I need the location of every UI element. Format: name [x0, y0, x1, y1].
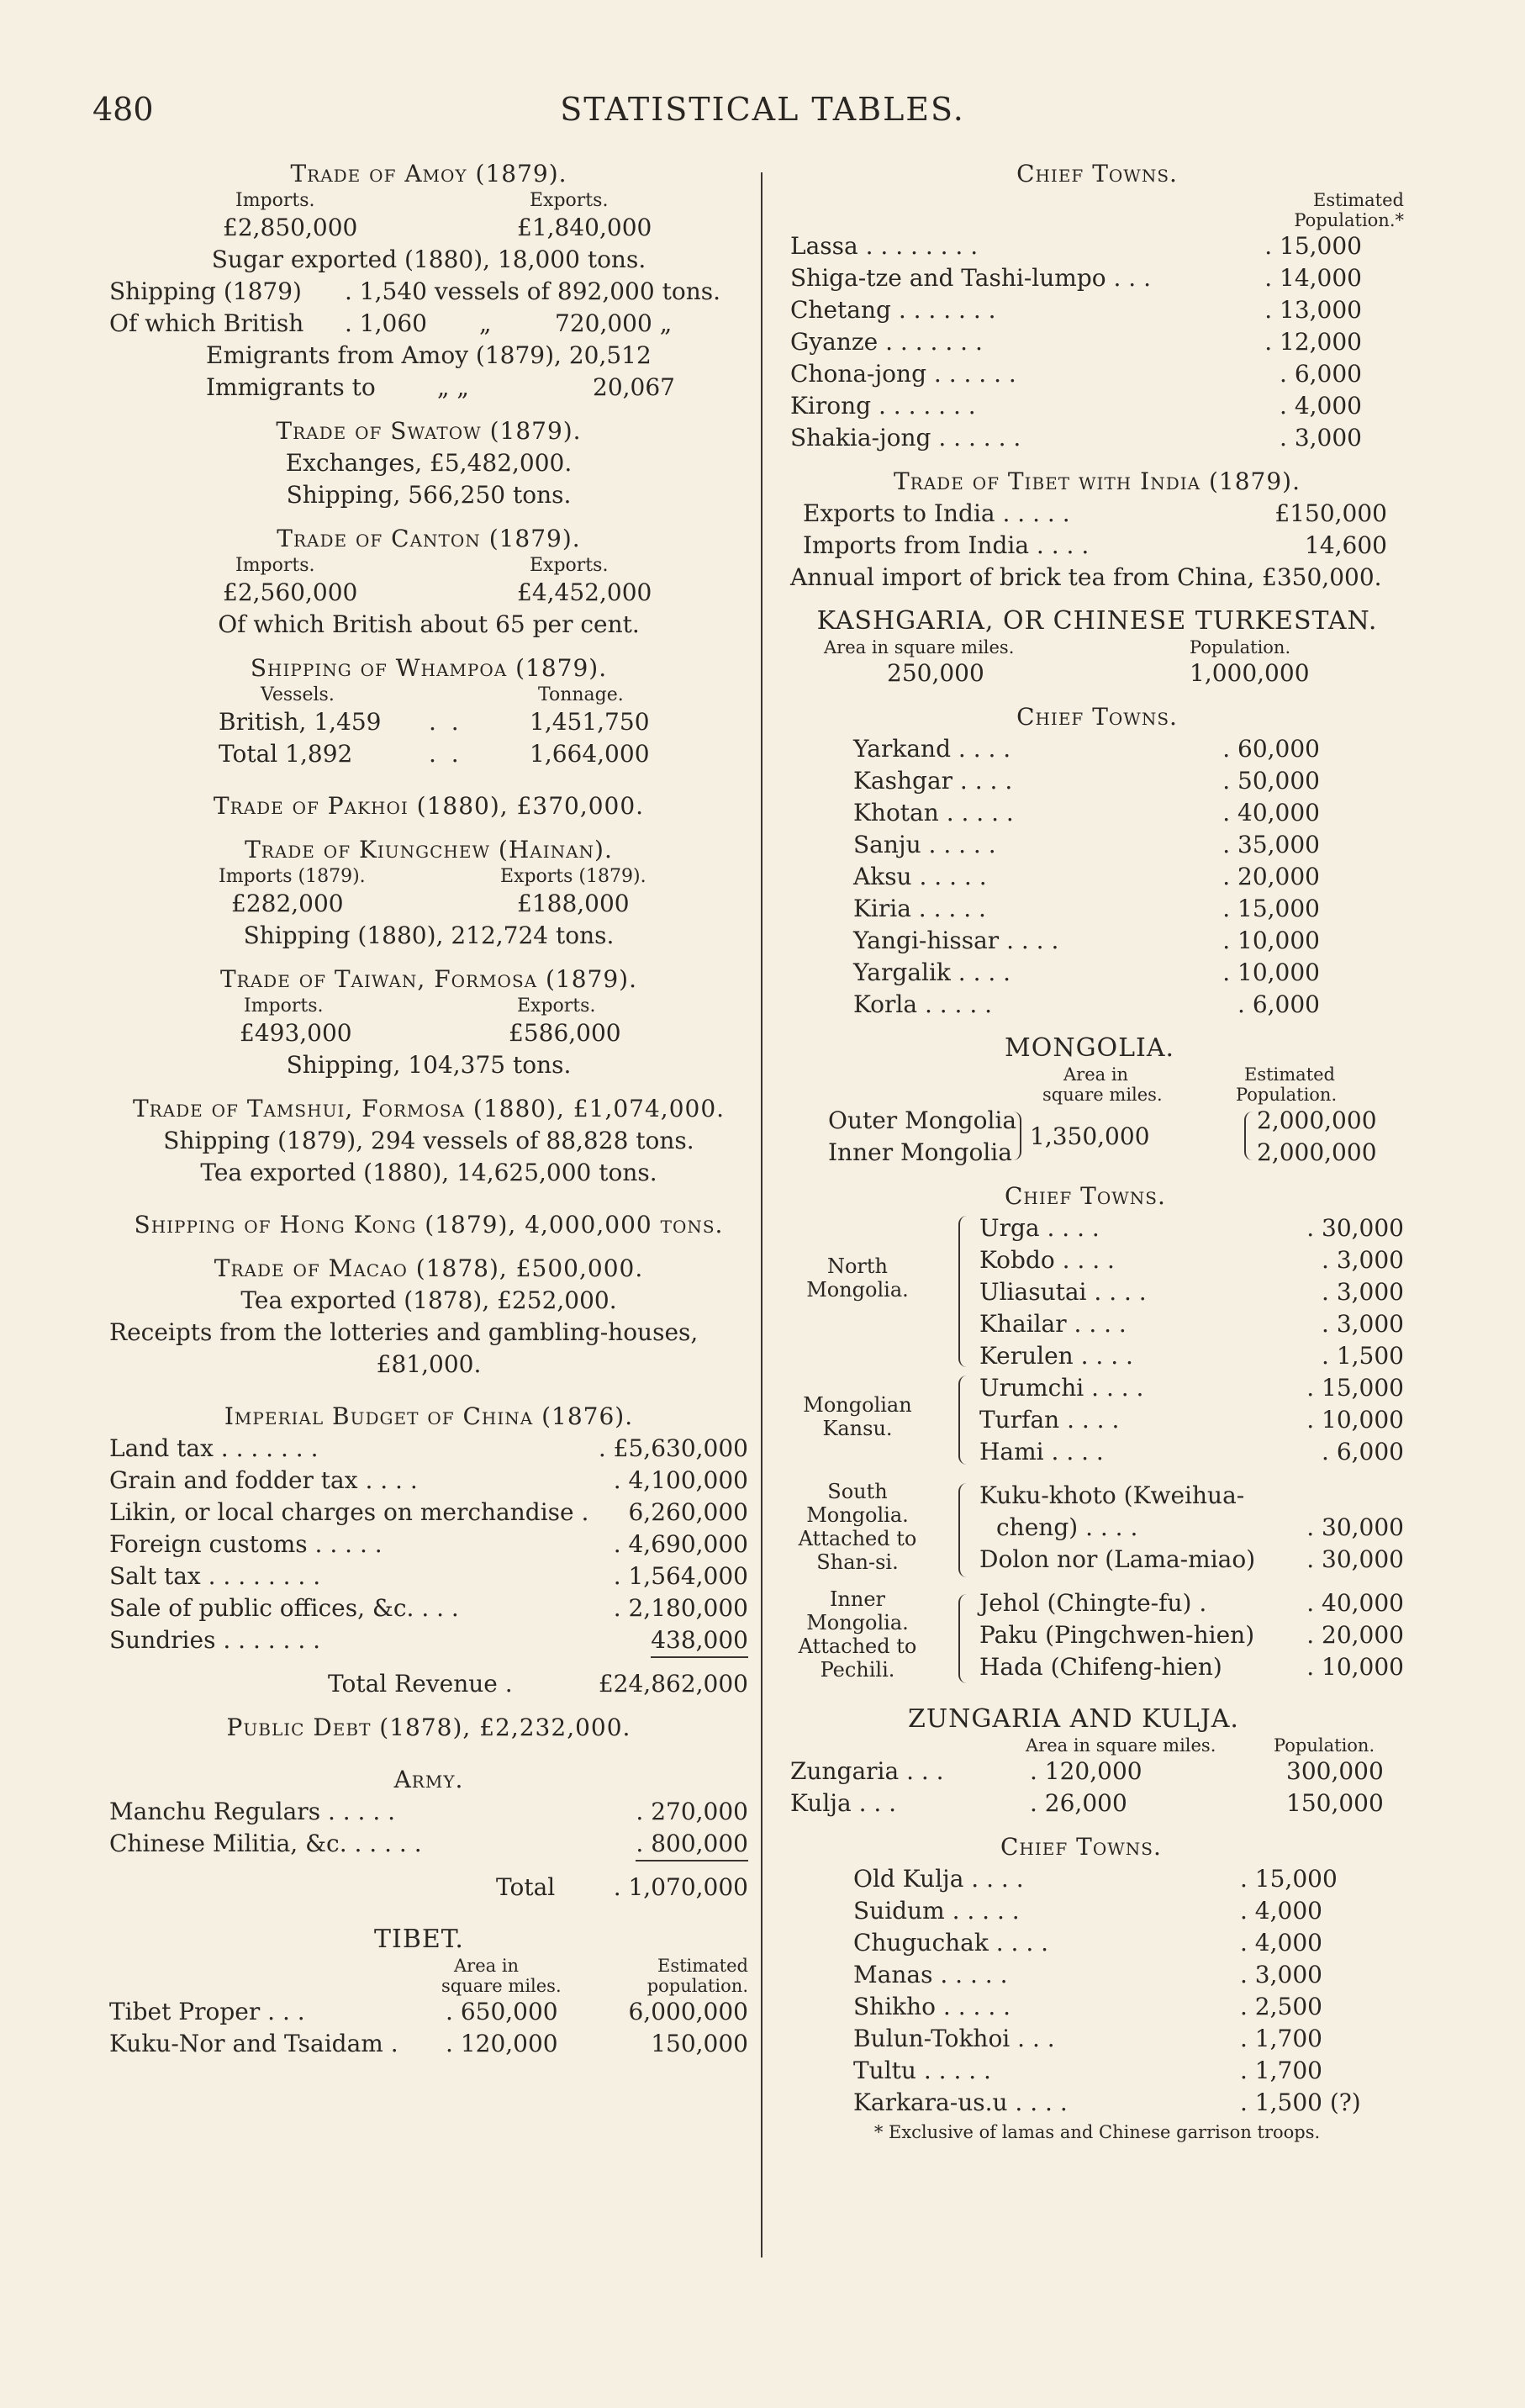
- budget-row: Likin, or local charges on merchandise . 6,260,000: [109, 1498, 748, 1526]
- zungaria-labels: Area in square miles. Population.: [1026, 1735, 1375, 1756]
- whampoa-row: British, 1,459 . . 1,451,750: [219, 708, 650, 736]
- zungaria-town-row: Bulun-Tokhoi . . . . 1,700: [853, 2025, 1322, 2052]
- amoy-values: £2,850,000 £1,840,000: [223, 214, 652, 241]
- north-town-row: Uliasutai . . . . . 3,000: [979, 1278, 1404, 1306]
- swatow-title: Trade of Swatow (1879).: [276, 417, 582, 445]
- tibet-row: Kuku-Nor and Tsaidam . . 120,000 150,000: [109, 2030, 748, 2057]
- army-row: Manchu Regulars . . . . . . 270,000: [109, 1798, 748, 1825]
- south-mongolia-label: South Mongolia. Attached to Shan-si.: [798, 1480, 917, 1574]
- macao-receipts-value: £81,000.: [376, 1350, 482, 1378]
- tibet-town-row: Gyanze . . . . . . . . 12,000: [790, 328, 1362, 356]
- army-total: Total . 1,070,000: [496, 1873, 748, 1901]
- whampoa-row: Total 1,892 . . 1,664,000: [219, 740, 650, 768]
- zungaria-towns-title: Chief Towns.: [1000, 1833, 1162, 1861]
- budget-row: Land tax . . . . . . . . £5,630,000: [109, 1434, 748, 1462]
- kansu-group: [790, 1372, 1404, 1471]
- zungaria-row: Zungaria . . . . 120,000 300,000: [790, 1757, 1384, 1785]
- kashgaria-values: 250,000 1,000,000: [887, 659, 1310, 687]
- budget-row: Salt tax . . . . . . . . . 1,564,000: [109, 1562, 748, 1590]
- zungaria-town-row: Shikho . . . . . . 2,500: [853, 1993, 1322, 2020]
- running-title: STATISTICAL TABLES.: [560, 91, 965, 128]
- kiungchew-title: Trade of Kiungchew (Hainan).: [245, 836, 613, 863]
- kashgaria-town-row: Korla . . . . . . 6,000: [853, 990, 1320, 1018]
- kansu-town-row: Hami . . . . . 6,000: [979, 1438, 1404, 1465]
- amoy-british: Of which British . 1,060 „ 720,000 „: [109, 309, 673, 337]
- inner-town-row: Jehol (Chingte-fu) . . 40,000: [979, 1589, 1404, 1617]
- inner-town-row: Hada (Chifeng-hien) . 10,000: [979, 1653, 1404, 1681]
- tibet-town-row: Kirong . . . . . . . . 4,000: [790, 392, 1362, 420]
- army-title: Army.: [393, 1766, 464, 1793]
- hongkong-title: Shipping of Hong Kong (1879), 4,000,000 tons.: [134, 1211, 724, 1238]
- right-column: [790, 158, 1404, 2142]
- whampoa-labels: Vessels. Tonnage.: [261, 684, 624, 705]
- kashgaria-town-row: Khotan . . . . . . 40,000: [853, 799, 1320, 826]
- tibet-towns-labels: Estimated: [1312, 190, 1404, 210]
- column-divider: [761, 172, 762, 2258]
- macao-title: Trade of Macao (1878), £500,000.: [214, 1254, 644, 1282]
- tibet-labels: Area in Estimated: [454, 1956, 748, 1976]
- tibet-town-row: Chona-jong . . . . . . . 6,000: [790, 360, 1362, 388]
- mongolia-areas: Outer Mongolia Inner Mongolia 1,350,000 2,000,000 2,000,000: [828, 1106, 1377, 1166]
- canton-labels: Imports. Exports.: [235, 555, 609, 576]
- macao-receipts: Receipts from the lotteries and gambling-houses,: [109, 1318, 699, 1346]
- tibet-town-row: Chetang . . . . . . . . 13,000: [790, 296, 1362, 324]
- amoy-shipping: Shipping (1879) . 1,540 vessels of 892,000 tons.: [109, 277, 721, 305]
- kashgaria-town-row: Yarkand . . . . . 60,000: [853, 735, 1320, 763]
- budget-total: Total Revenue . £24,862,000: [328, 1670, 748, 1698]
- army-row: Chinese Militia, &c. . . . . . . 800,000: [109, 1828, 748, 1860]
- canton-title: Trade of Canton (1879).: [277, 525, 581, 552]
- swatow-shipping: Shipping, 566,250 tons.: [286, 481, 572, 509]
- kashgaria-town-row: Yangi-hissar . . . . . 10,000: [853, 927, 1320, 954]
- north-mongolia-group: [790, 1212, 1404, 1372]
- tibet-india-row: Imports from India . . . . 14,600: [803, 531, 1387, 559]
- taiwan-labels: Imports. Exports.: [244, 995, 596, 1017]
- inner-town-row: Paku (Pingchwen-hien) . 20,000: [979, 1621, 1404, 1649]
- tibet-india-row: Exports to India . . . . . £150,000: [803, 499, 1387, 527]
- taiwan-shipping: Shipping, 104,375 tons.: [286, 1051, 572, 1079]
- north-town-row: Kobdo . . . . . 3,000: [979, 1246, 1404, 1274]
- pakhoi-title: Trade of Pakhoi (1880), £370,000.: [213, 792, 645, 820]
- inner-mongolia-label: Inner Mongolia. Attached to Pechili.: [798, 1587, 917, 1682]
- zungaria-town-row: Manas . . . . . . 3,000: [853, 1961, 1322, 1988]
- tibet-row: Tibet Proper . . . . 650,000 6,000,000: [109, 1998, 748, 2025]
- tibet-labels-2: square miles. population.: [441, 1976, 748, 1996]
- kansu-town-row: Urumchi . . . . . 15,000: [979, 1374, 1404, 1402]
- tamshui-tea: Tea exported (1880), 14,625,000 tons.: [200, 1159, 657, 1186]
- north-town-row: Kerulen . . . . . 1,500: [979, 1342, 1404, 1370]
- macao-tea: Tea exported (1878), £252,000.: [240, 1286, 617, 1314]
- kashgaria-town-row: Kashgar . . . . . 50,000: [853, 767, 1320, 795]
- tamshui-title: Trade of Tamshui, Formosa (1880), £1,074,000.: [132, 1095, 726, 1122]
- tibet-town-row: Shakia-jong . . . . . . . 3,000: [790, 424, 1362, 452]
- canton-british: Of which British about 65 per cent.: [218, 610, 640, 638]
- tibet-india-title: Trade of Tibet with India (1879).: [894, 467, 1301, 495]
- kashgaria-towns-title: Chief Towns.: [1016, 703, 1178, 731]
- kashgaria-town-row: Sanju . . . . . . 35,000: [853, 831, 1320, 858]
- kashgaria-title: KASHGARIA, OR CHINESE TURKESTAN.: [816, 606, 1378, 636]
- budget-row: Sale of public offices, &c. . . . . 2,180,000: [109, 1594, 748, 1622]
- amoy-labels: Imports. Exports.: [235, 190, 609, 211]
- left-column: [109, 158, 748, 2060]
- zungaria-town-row: Tultu . . . . . . 1,700: [853, 2057, 1322, 2084]
- budget-row: Foreign customs . . . . . . 4,690,000: [109, 1530, 748, 1558]
- whampoa-title: Shipping of Whampoa (1879).: [250, 654, 608, 682]
- mongolia-labels: Area in Estimated: [1063, 1064, 1336, 1085]
- kashgaria-labels: Area in square miles. Population.: [824, 637, 1291, 657]
- zungaria-town-row: Old Kulja . . . . . 15,000: [853, 1865, 1338, 1893]
- amoy-immigrants: Immigrants to „ „ 20,067: [206, 373, 675, 401]
- amoy-title: Trade of Amoy (1879).: [290, 160, 567, 187]
- north-town-row: Khailar . . . . . 3,000: [979, 1310, 1404, 1338]
- south-town-row: Dolon nor (Lama-miao) . 30,000: [979, 1545, 1404, 1573]
- footnote: * Exclusive of lamas and Chinese garrison troops.: [873, 2122, 1321, 2142]
- inner-mongolia-group: [790, 1587, 1404, 1692]
- kiungchew-labels: Imports (1879). Exports (1879).: [219, 866, 646, 887]
- canton-values: £2,560,000 £4,452,000: [223, 578, 652, 606]
- tibet-towns-title: Chief Towns.: [1016, 160, 1178, 187]
- kansu-label: Mongolian Kansu.: [803, 1393, 912, 1440]
- zungaria-row: Kulja . . . . 26,000 150,000: [790, 1789, 1384, 1817]
- tibet-india-brick-tea: Annual import of brick tea from China, £350,000.: [790, 563, 1382, 591]
- kashgaria-town-row: Kiria . . . . . . 15,000: [853, 895, 1320, 922]
- kashgaria-town-row: Yargalik . . . . . 10,000: [853, 958, 1320, 986]
- taiwan-values: £493,000 £586,000: [240, 1019, 621, 1047]
- tibet-title: TIBET.: [374, 1925, 464, 1954]
- south-town-row: Kuku-khoto (Kweihua-: [979, 1481, 1245, 1509]
- tibet-town-row: Shiga-tze and Tashi-lumpo . . . . 14,000: [790, 264, 1362, 292]
- zungaria-town-row: Chuguchak . . . . . 4,000: [853, 1929, 1322, 1956]
- tibet-town-row: Lassa . . . . . . . . . 15,000: [790, 232, 1362, 260]
- budget-row: Grain and fodder tax . . . . . 4,100,000: [109, 1466, 748, 1494]
- north-mongolia-label: North Mongolia.: [806, 1254, 909, 1302]
- debt-title: Public Debt (1878), £2,232,000.: [226, 1714, 631, 1741]
- mongolia-towns-title: Chief Towns.: [1005, 1182, 1166, 1210]
- zungaria-title: ZUNGARIA AND KULJA.: [908, 1704, 1239, 1734]
- page-number: 480: [92, 91, 154, 128]
- mongolia-labels-2: square miles. Population.: [1042, 1085, 1338, 1105]
- zungaria-town-row: Karkara-us.u . . . . . 1,500 (?): [853, 2089, 1361, 2116]
- budget-title: Imperial Budget of China (1876).: [224, 1402, 634, 1430]
- kiungchew-shipping: Shipping (1880), 212,724 tons.: [243, 921, 615, 949]
- tamshui-shipping: Shipping (1879), 294 vessels of 88,828 tons.: [163, 1127, 694, 1154]
- zungaria-town-row: Suidum . . . . . . 4,000: [853, 1897, 1322, 1925]
- amoy-emigrants: Emigrants from Amoy (1879), 20,512: [206, 341, 652, 369]
- kansu-town-row: Turfan . . . . . 10,000: [979, 1406, 1404, 1434]
- mongolia-title: MONGOLIA.: [1005, 1033, 1175, 1063]
- amoy-sugar: Sugar exported (1880), 18,000 tons.: [211, 246, 646, 273]
- kiungchew-values: £282,000 £188,000: [231, 890, 630, 917]
- kashgaria-town-row: Aksu . . . . . . 20,000: [853, 863, 1320, 890]
- south-mongolia-group: [790, 1480, 1404, 1587]
- tibet-towns-labels-2: Population.*: [1294, 210, 1404, 230]
- north-town-row: Urga . . . . . 30,000: [979, 1214, 1404, 1242]
- swatow-exchanges: Exchanges, £5,482,000.: [285, 449, 573, 477]
- south-town-row: cheng) . . . . . 30,000: [996, 1513, 1404, 1541]
- budget-row: Sundries . . . . . . . 438,000: [109, 1624, 748, 1656]
- taiwan-title: Trade of Taiwan, Formosa (1879).: [219, 965, 638, 993]
